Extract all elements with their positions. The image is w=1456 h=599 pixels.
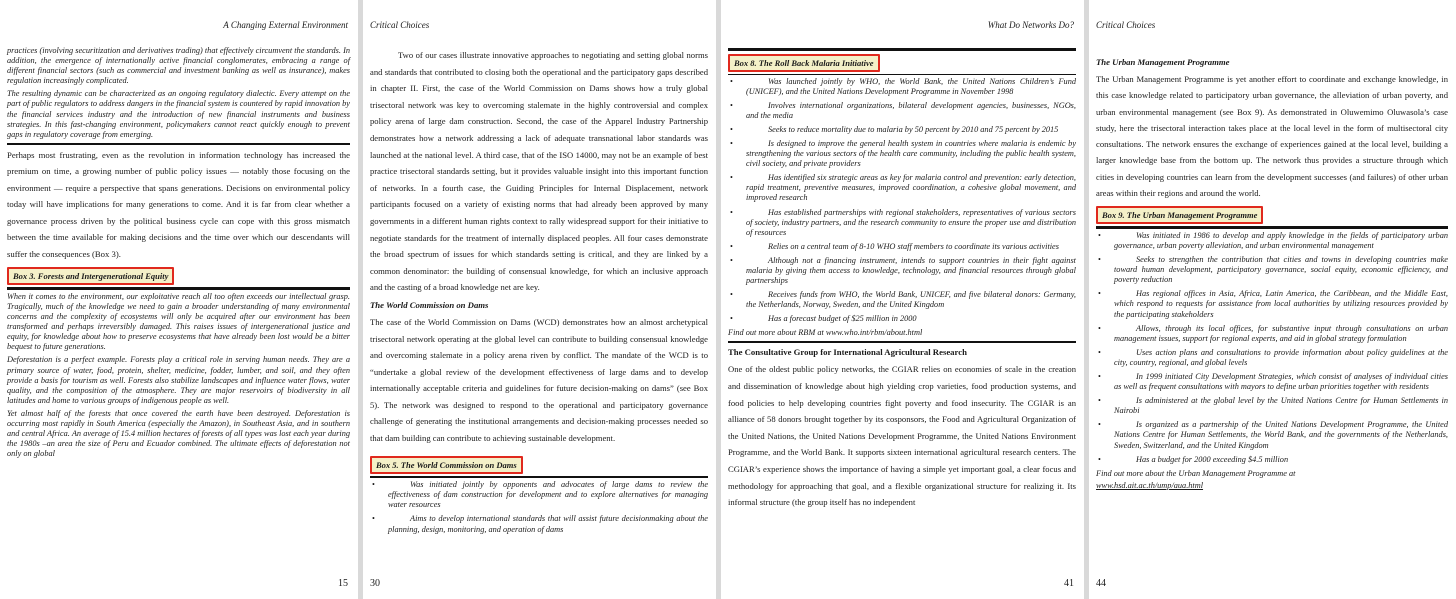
page-body xyxy=(370,47,708,539)
list-item: • Although not a financing instrument, intends to support countries in their fight against malaria by giving them access to knowledge, technology, and financial resources through global partnerships xyxy=(728,256,1076,286)
box-paragraph: When it comes to the environment, our exploitative reach all too often exceeds our intellectual grasp. Tragically, much of the knowledge we need to gain a broader understanding of many environmental concerns and the complexity of ecosystems will only be acquired after our environment has been transformed and perhaps irreversibly damaged. This raises issues of intergenerational justice and equity, for knowledge about how to preserve ecosystems that have already been lost would be a bitter bequest to future generations. xyxy=(7,291,350,352)
page-number: 41 xyxy=(1064,578,1074,589)
page-body xyxy=(7,46,350,462)
list-item: • In 1999 initiated City Development Strategies, which consist of analyses of individual cities as well as frequent consultations with mayors to define urban priorities together with residents xyxy=(1096,372,1448,392)
box-paragraph: Deforestation is a perfect example. Forests play a critical role in serving human needs. They are a primary source of water, food, protein, shelter, medicine, fodder, lumber, and soil, and they often provide a basis for tourism as well. Forests also stabilize landscapes and influence water flows, water quality, and the composition of the atmosphere. They are major reservoirs of biodiversity in all latitudes and home to various groups of indigenous people as well. xyxy=(7,355,350,405)
box-rule xyxy=(7,143,350,145)
list-item: • Has regional offices in Asia, Africa, Latin America, the Caribbean, and the Middle East, which respond to requests for assistance from local authorities by utilizing resources provided by the participating stakeholders xyxy=(1096,289,1448,319)
document-page-30 xyxy=(363,0,716,599)
page-number: 44 xyxy=(1096,578,1106,589)
box-rule xyxy=(728,341,1076,343)
running-header: A Changing External Environment xyxy=(223,20,348,30)
list-item: • Has identified six strategic areas as key for malaria control and prevention: early detection, rapid treatment, preventive measures, improved coordination, a cohesive global movement, and improved research xyxy=(728,173,1076,203)
running-header: Critical Choices xyxy=(370,20,430,30)
box-rule xyxy=(370,476,708,479)
box-paragraph: Yet almost half of the forests that once covered the earth have been destroyed. Deforestation is occurring most rapidly in South America (especially the Amazon), in Southeast Asia, and in southern and central Africa. An average of 15.4 million hectares of forests of all types was lost each year during the 1980s –an area the size of Peru and Ecuador combined. The ultimate effects of deforestation not only on global xyxy=(7,408,350,459)
paragraph: The resulting dynamic can be characterized as an ongoing regulatory dialectic. Every attempt on the part of public regulators to address dangers in the financial system is countered by rapid innovation by the financial services industry and the introduction of new financial instruments and business strategies. In this fast-changing environment, policymakers cannot react quickly enough to prevent gaps in regulatory coverage from emerging. xyxy=(7,89,350,139)
section-heading: The World Commission on Dams xyxy=(370,299,489,310)
list-item: • Seeks to reduce mortality due to malaria by 50 percent by 2010 and 75 percent by 2015 xyxy=(728,125,1076,135)
document-page-44 xyxy=(1089,0,1456,599)
list-item: • Is designed to improve the general health system in countries where malaria is endemic by strengthening the various sectors of the health care community, including the public health system, civil society, and private providers xyxy=(728,139,1076,169)
box-title: Box 5. The World Commission on Dams xyxy=(370,456,523,474)
paragraph: One of the oldest public policy networks, the CGIAR relies on economies of scale in the creation and dissemination of knowledge about high yielding crop varieties, food production systems, and food policies to help developing countries fight poverty and food insecurity. The CGIAR is an alliance of 58 donors brought together by its cosponsors, the Food and Agricultural Organization of the United Nations, the United Nations Development Programme, the United Nations Environment Programme, and the World Bank. It supports sixteen international agricultural research centers. The CGIAR’s experience shows the importance of having a simple yet important goal, a clear focus and methodology for approaching that goal, and a flexible organizational structure for realizing it. Its informal structure (the group itself has no independent xyxy=(728,364,1076,508)
box-title-wrap xyxy=(7,266,350,285)
list-item: • Involves international organizations, bilateral development agencies, businesses, NGOs, and the media xyxy=(728,101,1076,121)
box-title-wrap xyxy=(728,53,1076,72)
paragraph: practices (involving securitization and derivatives trading) that effectively circumvent the standards. In addition, the emergence of internationally active financial conglomerates, embracing a range of different financial sectors (such as commercial and investment banking as well as insurance), makes regulation increasingly complicated. xyxy=(7,46,350,86)
list-item: • Allows, through its local offices, for substantive input through consultations on urban management issues, support for regional experts, and aid in global strategy formulation xyxy=(1096,324,1448,344)
page-body xyxy=(728,48,1076,514)
list-item: • Receives funds from WHO, the World Bank, UNICEF, and five bilateral donors: Germany, the Netherlands, Norway, Sweden, and the United Kingdom xyxy=(728,290,1076,310)
list-item: • Has a forecast budget of $25 million in 2000 xyxy=(728,314,1076,324)
box-title: Box 3. Forests and Intergenerational Equity xyxy=(7,267,174,285)
box-title: Box 9. The Urban Management Programme xyxy=(1096,206,1263,224)
box-rule xyxy=(7,287,350,290)
list-item: • Was initiated jointly by opponents and advocates of large dams to review the effectiveness of dam construction for development and to explore alternatives for managing water resources xyxy=(370,480,708,510)
page-number: 30 xyxy=(370,578,380,589)
find-out-more-link[interactable]: Find out more about RBM at www.who.int/rbm/about.html xyxy=(728,328,923,338)
section-heading: The Consultative Group for International Agricultural Research xyxy=(728,347,967,358)
list-item: • Seeks to strengthen the contribution that cities and towns in developing countries make toward human development, participatory governance, social equity, economic efficiency, and poverty reduction xyxy=(1096,255,1448,285)
list-item: • Uses action plans and consultations to provide information about policy guidelines at the city, country, regional, and global levels xyxy=(1096,348,1448,368)
document-page-41 xyxy=(721,0,1084,599)
box-bullet-list xyxy=(1096,231,1448,465)
box-title: Box 8. The Roll Back Malaria Initiative xyxy=(728,54,880,72)
list-item: • Is administered at the global level by the United Nations Centre for Human Settlements in Nairobi xyxy=(1096,396,1448,416)
list-item: • Has established partnerships with regional stakeholders, representatives of various sectors of society, industry partners, and the research community to ensure the proper use and distribution of resources xyxy=(728,208,1076,238)
box-bullet-list xyxy=(728,77,1076,325)
paragraph: Two of our cases illustrate innovative approaches to negotiating and setting global norms and standards that contributed to closing both the operational and the participatory gaps described in chapter II. First, the case of the World Commission on Dams shows how a truly global trisectoral network was key to overcoming stalemate in the highly controversial and complex policy arena of large dam construction. Second, the case of the Apparel Industry Partnership demonstrates how a network addressing a lack of adequate transnational labor standards was launched at the national level. A third case, that of the ISO 14000, may not be an example of best practice trisectoral standards setting, but it provides valuable insight into this important function of networks. In a fourth case, the Guiding Principles for Internal Displacement, network participants focused on a variety of existing norms that had already been approved by many governments in a different human rights context to rally widespread support for their initiative to negotiate standards for the treatment of internally displaced peoples. All four cases demonstrate the broad spectrum of issues for which standards setting is critical, and they are linked by a common denominator: the building of consensual knowledge, for which an inclusive approach and the casting of a broad knowledge net are key. xyxy=(370,50,708,293)
document-page-15 xyxy=(0,0,358,599)
box-title-wrap xyxy=(1096,205,1448,224)
running-header: What Do Networks Do? xyxy=(987,20,1074,30)
box-title-wrap xyxy=(370,455,708,474)
paragraph: Perhaps most frustrating, even as the revolution in information technology has increased the premium on time, a growing number of public policy issues — notably those focusing on the environment — require a perspective that spans generations. Decisions on environmental policy today will have implications for many generations to come. And it is far from clear whether a governance process driven by the political business cycle can cope with this gross mismatch between the time available for making decisions and the time over which our descendants will suffer the consequences (Box 3). xyxy=(7,149,350,259)
list-item: • Relies on a central team of 8-10 WHO staff members to coordinate its various activities xyxy=(728,242,1076,252)
list-item: • Aims to develop international standards that will assist future decisionmaking about the planning, design, monitoring, and operation of dams xyxy=(370,514,708,534)
list-item: • Was initiated in 1986 to develop and apply knowledge in the fields of participatory urban governance, urban poverty alleviation, and urban environmental management xyxy=(1096,231,1448,251)
running-header: Critical Choices xyxy=(1096,20,1156,30)
find-out-more-link[interactable]: www.hsd.ait.ac.th/ump/aua.html xyxy=(1096,480,1204,490)
box-rule xyxy=(728,48,1076,51)
box-bullet-list xyxy=(370,480,708,534)
list-item: • Has a budget for 2000 exceeding $4.5 million xyxy=(1096,455,1448,465)
list-item: • Is organized as a partnership of the United Nations Development Programme, the United Nations Centre for Human Settlements, the World Bank, and the governments of the Netherlands, Sweden, Switzerland, and the United Kingdom xyxy=(1096,420,1448,450)
box-rule xyxy=(1096,226,1448,229)
find-out-more-text: Find out more about the Urban Management Programme at xyxy=(1096,468,1296,478)
page-number: 15 xyxy=(338,578,348,589)
paragraph: The case of the World Commission on Dams (WCD) demonstrates how an almost archetypical trisectoral network operating at the global level can contribute to building consensual knowledge and overcoming stalemate in a policy arena riven by conflict. The mandate of the WCD is to “undertake a global review of the development effectiveness of large dams and to develop internationally acceptable criteria and guidelines for future decision-making on dams” (see Box 5). The network was designed to respond to the operational and participatory governance challenge of generating the institutional arrangements and decision-making processes needed so that dam building can contribute to achieving sustainable development. xyxy=(370,316,708,444)
paragraph: The Urban Management Programme is yet another effort to coordinate and exchange knowledge, in this case knowledge related to participatory urban governance, the alleviation of urban poverty, and urban environmental management (see Box 9). As demonstrated in Oluwemimo Oluwasola’s case study, here the trisectoral interaction takes place at the local level in the form of multisectoral city consultations. The network ensures the exchange of experiences gained at the local level, building a larger knowledge base from the bottom up. The network thus provides a structure through which cities in developing countries can learn from the development successes (and failures) of other urban areas within their regions and around the world. xyxy=(1096,74,1448,199)
page-body xyxy=(1096,53,1448,493)
section-heading: The Urban Management Programme xyxy=(1096,57,1230,67)
box-rule xyxy=(728,74,1076,75)
list-item: • Was launched jointly by WHO, the World Bank, the United Nations Children’s Fund (UNICEF), and the United Nations Development Programme in November 1998 xyxy=(728,77,1076,97)
